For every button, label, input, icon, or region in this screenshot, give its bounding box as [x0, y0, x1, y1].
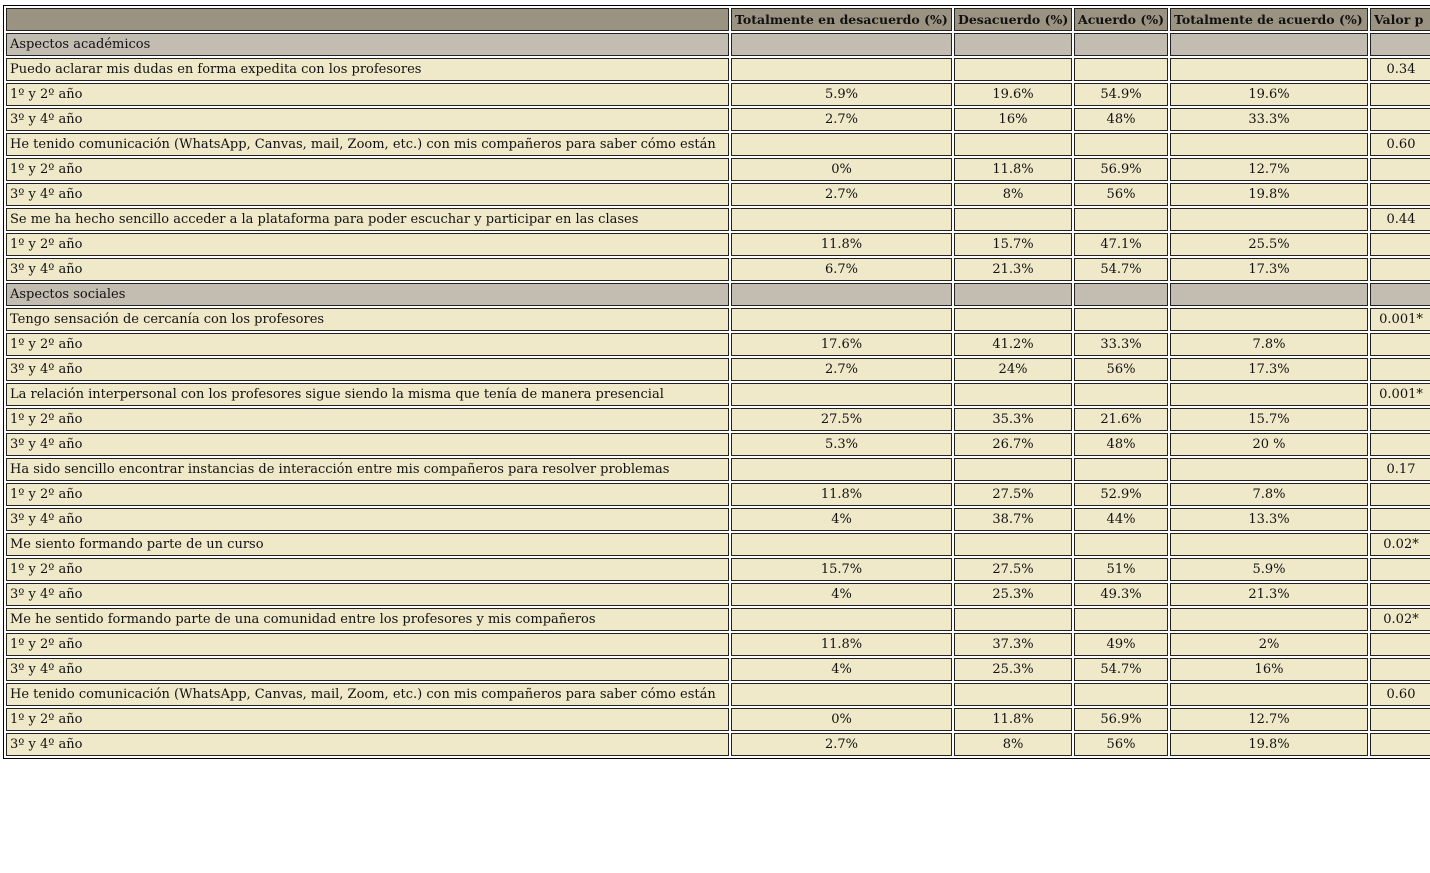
empty-cell [1370, 433, 1430, 456]
percentage-cell: 19.6% [1170, 83, 1368, 106]
empty-cell [954, 458, 1072, 481]
empty-cell [954, 683, 1072, 706]
table-body [6, 33, 1430, 756]
empty-cell [731, 33, 952, 56]
percentage-cell: 19.8% [1170, 733, 1368, 756]
percentage-cell: 33.3% [1170, 108, 1368, 131]
header-cell-totalmente-desacuerdo: Totalmente en desacuerdo (%) [731, 8, 952, 31]
empty-cell [731, 133, 952, 156]
header-row [6, 8, 1430, 31]
year-group-label: 1º y 2º año [6, 708, 729, 731]
empty-cell [731, 308, 952, 331]
percentage-cell: 26.7% [954, 433, 1072, 456]
empty-cell [1074, 683, 1168, 706]
empty-cell [954, 33, 1072, 56]
empty-cell [1370, 483, 1430, 506]
empty-cell [731, 208, 952, 231]
empty-cell [1370, 283, 1430, 306]
year-group-label: 1º y 2º año [6, 408, 729, 431]
year-group-label: 1º y 2º año [6, 483, 729, 506]
empty-cell [1370, 408, 1430, 431]
percentage-cell: 11.8% [731, 233, 952, 256]
percentage-cell: 5.3% [731, 433, 952, 456]
table-row [6, 433, 1430, 456]
question-row [6, 58, 1430, 81]
p-value-cell: 0.001* [1370, 383, 1430, 406]
empty-cell [1370, 658, 1430, 681]
percentage-cell: 17.3% [1170, 358, 1368, 381]
percentage-cell: 15.7% [954, 233, 1072, 256]
percentage-cell: 38.7% [954, 508, 1072, 531]
percentage-cell: 15.7% [731, 558, 952, 581]
empty-cell [731, 533, 952, 556]
percentage-cell: 12.7% [1170, 708, 1368, 731]
percentage-cell: 2.7% [731, 108, 952, 131]
empty-cell [954, 208, 1072, 231]
empty-cell [731, 383, 952, 406]
percentage-cell: 54.7% [1074, 258, 1168, 281]
header-cell-acuerdo: Acuerdo (%) [1074, 8, 1168, 31]
percentage-cell: 56% [1074, 358, 1168, 381]
percentage-cell: 35.3% [954, 408, 1072, 431]
question-label: Se me ha hecho sencillo acceder a la plataforma para poder escuchar y participar en las clases [6, 208, 729, 231]
percentage-cell: 25.3% [954, 583, 1072, 606]
percentage-cell: 11.8% [731, 483, 952, 506]
year-group-label: 1º y 2º año [6, 333, 729, 356]
empty-cell [1170, 683, 1368, 706]
empty-cell [1074, 133, 1168, 156]
percentage-cell: 56% [1074, 733, 1168, 756]
percentage-cell: 11.8% [731, 633, 952, 656]
percentage-cell: 5.9% [1170, 558, 1368, 581]
empty-cell [1170, 458, 1368, 481]
percentage-cell: 27.5% [954, 558, 1072, 581]
percentage-cell: 5.9% [731, 83, 952, 106]
percentage-cell: 12.7% [1170, 158, 1368, 181]
empty-cell [731, 683, 952, 706]
percentage-cell: 47.1% [1074, 233, 1168, 256]
percentage-cell: 2.7% [731, 183, 952, 206]
empty-cell [1370, 83, 1430, 106]
table-row [6, 233, 1430, 256]
empty-cell [731, 608, 952, 631]
year-group-label: 1º y 2º año [6, 558, 729, 581]
section-label: Aspectos académicos [6, 33, 729, 56]
table-row [6, 183, 1430, 206]
year-group-label: 3º y 4º año [6, 108, 729, 131]
empty-cell [1370, 358, 1430, 381]
percentage-cell: 49% [1074, 633, 1168, 656]
percentage-cell: 49.3% [1074, 583, 1168, 606]
percentage-cell: 4% [731, 508, 952, 531]
empty-cell [954, 283, 1072, 306]
empty-cell [1170, 208, 1368, 231]
empty-cell [1370, 158, 1430, 181]
question-row [6, 608, 1430, 631]
table-row [6, 108, 1430, 131]
empty-cell [1370, 108, 1430, 131]
percentage-cell: 16% [1170, 658, 1368, 681]
p-value-cell: 0.34 [1370, 58, 1430, 81]
section-row [6, 283, 1430, 306]
empty-cell [1370, 333, 1430, 356]
question-label: Puedo aclarar mis dudas en forma expedita con los profesores [6, 58, 729, 81]
empty-cell [954, 58, 1072, 81]
percentage-cell: 13.3% [1170, 508, 1368, 531]
empty-cell [1170, 33, 1368, 56]
survey-table-container [3, 5, 1430, 759]
percentage-cell: 21.6% [1074, 408, 1168, 431]
p-value-cell: 0.60 [1370, 133, 1430, 156]
percentage-cell: 25.3% [954, 658, 1072, 681]
percentage-cell: 41.2% [954, 333, 1072, 356]
empty-cell [731, 283, 952, 306]
table-row [6, 733, 1430, 756]
percentage-cell: 0% [731, 708, 952, 731]
percentage-cell: 24% [954, 358, 1072, 381]
table-row [6, 333, 1430, 356]
year-group-label: 1º y 2º año [6, 633, 729, 656]
percentage-cell: 19.6% [954, 83, 1072, 106]
table-row [6, 158, 1430, 181]
year-group-label: 3º y 4º año [6, 183, 729, 206]
year-group-label: 1º y 2º año [6, 233, 729, 256]
question-row [6, 383, 1430, 406]
section-row [6, 33, 1430, 56]
empty-cell [1370, 183, 1430, 206]
percentage-cell: 56.9% [1074, 708, 1168, 731]
question-label: He tenido comunicación (WhatsApp, Canvas, mail, Zoom, etc.) con mis compañeros para saber cómo están [6, 683, 729, 706]
empty-cell [1074, 308, 1168, 331]
percentage-cell: 11.8% [954, 708, 1072, 731]
empty-cell [1074, 383, 1168, 406]
percentage-cell: 37.3% [954, 633, 1072, 656]
empty-cell [1370, 708, 1430, 731]
question-label: Me he sentido formando parte de una comunidad entre los profesores y mis compañeros [6, 608, 729, 631]
header-cell-item [6, 8, 729, 31]
percentage-cell: 8% [954, 733, 1072, 756]
percentage-cell: 21.3% [1170, 583, 1368, 606]
percentage-cell: 54.9% [1074, 83, 1168, 106]
percentage-cell: 17.6% [731, 333, 952, 356]
percentage-cell: 56.9% [1074, 158, 1168, 181]
year-group-label: 3º y 4º año [6, 358, 729, 381]
empty-cell [954, 608, 1072, 631]
p-value-cell: 0.44 [1370, 208, 1430, 231]
percentage-cell: 16% [954, 108, 1072, 131]
percentage-cell: 7.8% [1170, 483, 1368, 506]
empty-cell [731, 458, 952, 481]
table-row [6, 508, 1430, 531]
year-group-label: 3º y 4º año [6, 733, 729, 756]
percentage-cell: 27.5% [731, 408, 952, 431]
empty-cell [1074, 208, 1168, 231]
table-row [6, 658, 1430, 681]
percentage-cell: 20 % [1170, 433, 1368, 456]
header-cell-desacuerdo: Desacuerdo (%) [954, 8, 1072, 31]
question-row [6, 133, 1430, 156]
empty-cell [954, 308, 1072, 331]
percentage-cell: 33.3% [1074, 333, 1168, 356]
percentage-cell: 4% [731, 583, 952, 606]
percentage-cell: 7.8% [1170, 333, 1368, 356]
percentage-cell: 44% [1074, 508, 1168, 531]
percentage-cell: 56% [1074, 183, 1168, 206]
empty-cell [1370, 258, 1430, 281]
empty-cell [1370, 233, 1430, 256]
empty-cell [1170, 308, 1368, 331]
empty-cell [1074, 458, 1168, 481]
empty-cell [1370, 508, 1430, 531]
percentage-cell: 17.3% [1170, 258, 1368, 281]
question-row [6, 208, 1430, 231]
percentage-cell: 6.7% [731, 258, 952, 281]
empty-cell [1170, 283, 1368, 306]
empty-cell [1074, 33, 1168, 56]
year-group-label: 1º y 2º año [6, 158, 729, 181]
table-row [6, 358, 1430, 381]
question-label: La relación interpersonal con los profesores sigue siendo la misma que tenía de manera presencial [6, 383, 729, 406]
header-cell-totalmente-acuerdo: Totalmente de acuerdo (%) [1170, 8, 1368, 31]
survey-table [3, 5, 1430, 759]
empty-cell [1074, 533, 1168, 556]
percentage-cell: 48% [1074, 108, 1168, 131]
p-value-cell: 0.17 [1370, 458, 1430, 481]
table-row [6, 708, 1430, 731]
table-row [6, 258, 1430, 281]
question-label: Ha sido sencillo encontrar instancias de interacción entre mis compañeros para resolver problemas [6, 458, 729, 481]
year-group-label: 3º y 4º año [6, 508, 729, 531]
percentage-cell: 15.7% [1170, 408, 1368, 431]
empty-cell [954, 383, 1072, 406]
empty-cell [1370, 733, 1430, 756]
question-label: Tengo sensación de cercanía con los profesores [6, 308, 729, 331]
percentage-cell: 2.7% [731, 733, 952, 756]
table-row [6, 558, 1430, 581]
percentage-cell: 54.7% [1074, 658, 1168, 681]
year-group-label: 3º y 4º año [6, 583, 729, 606]
question-row [6, 458, 1430, 481]
empty-cell [1170, 58, 1368, 81]
p-value-cell: 0.02* [1370, 533, 1430, 556]
empty-cell [1370, 558, 1430, 581]
table-row [6, 583, 1430, 606]
header-cell-valor-p: Valor p [1370, 8, 1430, 31]
empty-cell [1170, 133, 1368, 156]
year-group-label: 3º y 4º año [6, 433, 729, 456]
p-value-cell: 0.001* [1370, 308, 1430, 331]
section-label: Aspectos sociales [6, 283, 729, 306]
empty-cell [954, 533, 1072, 556]
percentage-cell: 2.7% [731, 358, 952, 381]
empty-cell [1170, 608, 1368, 631]
question-row [6, 683, 1430, 706]
year-group-label: 3º y 4º año [6, 658, 729, 681]
empty-cell [1370, 33, 1430, 56]
empty-cell [1074, 608, 1168, 631]
percentage-cell: 4% [731, 658, 952, 681]
year-group-label: 3º y 4º año [6, 258, 729, 281]
percentage-cell: 0% [731, 158, 952, 181]
question-label: Me siento formando parte de un curso [6, 533, 729, 556]
empty-cell [731, 58, 952, 81]
table-row [6, 483, 1430, 506]
empty-cell [1170, 383, 1368, 406]
empty-cell [1370, 633, 1430, 656]
percentage-cell: 19.8% [1170, 183, 1368, 206]
table-row [6, 633, 1430, 656]
p-value-cell: 0.60 [1370, 683, 1430, 706]
question-row [6, 533, 1430, 556]
percentage-cell: 21.3% [954, 258, 1072, 281]
percentage-cell: 27.5% [954, 483, 1072, 506]
percentage-cell: 11.8% [954, 158, 1072, 181]
empty-cell [954, 133, 1072, 156]
empty-cell [1370, 583, 1430, 606]
percentage-cell: 48% [1074, 433, 1168, 456]
table-row [6, 83, 1430, 106]
question-label: He tenido comunicación (WhatsApp, Canvas, mail, Zoom, etc.) con mis compañeros para saber cómo están [6, 133, 729, 156]
p-value-cell: 0.02* [1370, 608, 1430, 631]
empty-cell [1170, 533, 1368, 556]
table-row [6, 408, 1430, 431]
empty-cell [1074, 58, 1168, 81]
percentage-cell: 25.5% [1170, 233, 1368, 256]
percentage-cell: 51% [1074, 558, 1168, 581]
percentage-cell: 52.9% [1074, 483, 1168, 506]
year-group-label: 1º y 2º año [6, 83, 729, 106]
empty-cell [1074, 283, 1168, 306]
percentage-cell: 2% [1170, 633, 1368, 656]
question-row [6, 308, 1430, 331]
percentage-cell: 8% [954, 183, 1072, 206]
